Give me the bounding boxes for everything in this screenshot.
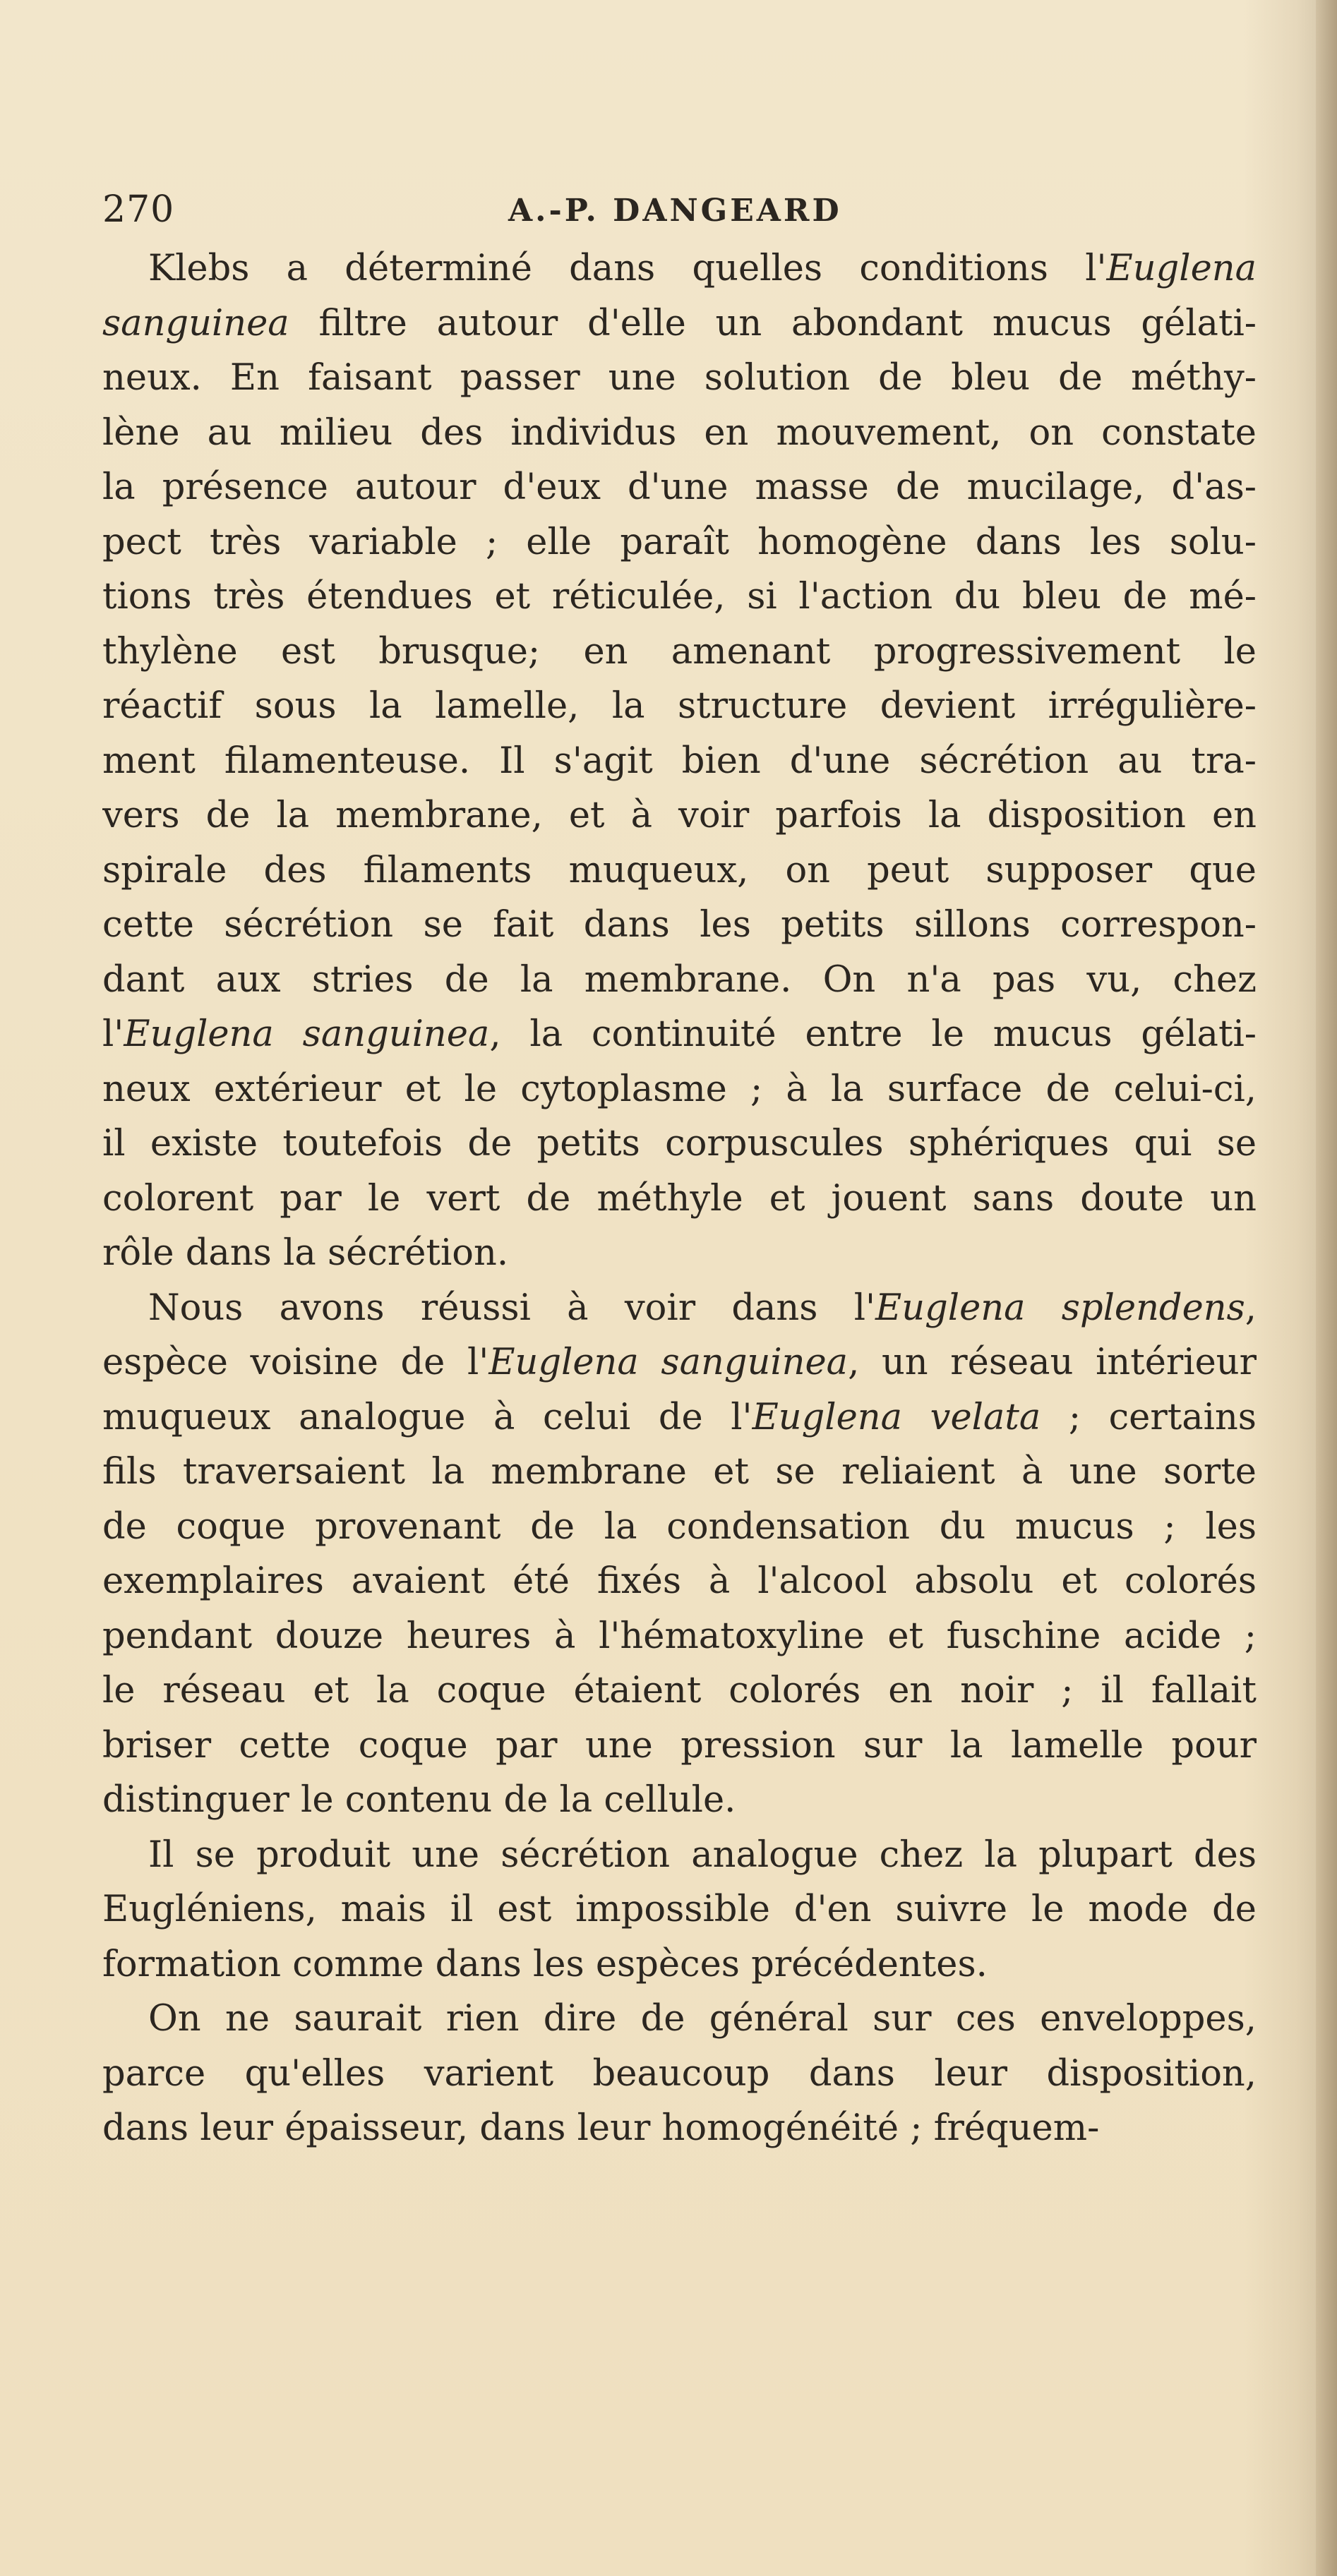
text-line: neux extérieur et le cytoplasme ; à la surface de celui-ci, xyxy=(102,1068,1257,1110)
text-line: pendant douze heures à l'hématoxyline et fuschine acide ; xyxy=(102,1615,1257,1657)
text-line: tions très étendues et réticulée, si l'action du bleu de mé- xyxy=(102,576,1257,618)
text-line: le réseau et la coque étaient colorés en noir ; il fallait xyxy=(102,1670,1257,1711)
text-line: la présence autour d'eux d'une masse de mucilage, d'as- xyxy=(102,467,1257,508)
text-line: Il se produit une sécrétion analogue chez la plupart des xyxy=(148,1834,1257,1876)
text-line: rôle dans la sécrétion. xyxy=(102,1232,509,1274)
species-name: Euglena sanguinea xyxy=(124,1013,490,1055)
text-line: formation comme dans les espèces précédentes. xyxy=(102,1943,988,1985)
running-head xyxy=(102,185,1260,234)
text-line: ment filamenteuse. Il s'agit bien d'une sécrétion au tra- xyxy=(102,740,1257,782)
text-line: fils traversaient la membrane et se reliaient à une sorte xyxy=(102,1451,1257,1493)
text-line: thylène est brusque; en amenant progressivement le xyxy=(102,630,1257,673)
paragraph xyxy=(102,1281,1257,1828)
text-line: pect très variable ; elle paraît homogène dans les solu- xyxy=(102,521,1257,563)
species-name: Euglena splendens xyxy=(875,1287,1245,1329)
species-name: Euglena xyxy=(1106,248,1257,289)
text-line: vers de la membrane, et à voir parfois la disposition en xyxy=(102,795,1257,836)
text-line: l'Euglena sanguinea, la continuité entre le mucus gélati- xyxy=(102,1013,1257,1055)
text-line: réactif sous la lamelle, la structure devient irrégulière- xyxy=(102,685,1257,727)
text-line: dant aux stries de la membrane. On n'a pas vu, chez xyxy=(102,958,1257,1001)
text-line: Klebs a déterminé dans quelles conditions l'Euglena xyxy=(148,248,1257,289)
text-line: il existe toutefois de petits corpuscules sphériques qui se xyxy=(102,1123,1257,1164)
text-line: briser cette coque par une pression sur la lamelle pour xyxy=(102,1724,1257,1767)
page-edge-shadow xyxy=(1316,0,1337,2576)
text-line: dans leur épaisseur, dans leur homogénéité ; fréquem- xyxy=(102,2107,1100,2149)
text-line: exemplaires avaient été fixés à l'alcool absolu et colorés xyxy=(102,1560,1257,1602)
text-line: espèce voisine de l'Euglena sanguinea, un réseau intérieur xyxy=(102,1342,1257,1383)
species-name: Euglena sanguinea xyxy=(488,1342,849,1383)
species-name: Euglena velata xyxy=(752,1396,1041,1438)
text-line: neux. En faisant passer une solution de bleu de méthy- xyxy=(102,357,1257,399)
text-line: On ne saurait rien dire de général sur ces enveloppes, xyxy=(148,1998,1257,2040)
text-line: cette sécrétion se fait dans les petits sillons correspon- xyxy=(102,904,1257,946)
paragraph xyxy=(102,241,1257,1281)
text-line: parce qu'elles varient beaucoup dans leur disposition, xyxy=(102,2052,1257,2095)
paragraph xyxy=(102,1992,1257,2156)
paragraph xyxy=(102,1828,1257,1992)
text-line: distinguer le contenu de la cellule. xyxy=(102,1779,736,1821)
text-line: colorent par le vert de méthyle et jouent sans doute un xyxy=(102,1177,1257,1220)
running-head-author: A.-P. DANGEARD xyxy=(508,193,842,229)
text-line: Nous avons réussi à voir dans l'Euglena splendens, xyxy=(148,1287,1257,1329)
text-line: muqueux analogue à celui de l'Euglena velata ; certains xyxy=(102,1396,1257,1438)
text-line: Eugléniens, mais il est impossible d'en suivre le mode de xyxy=(102,1889,1257,1930)
page-number: 270 xyxy=(102,188,175,231)
text-line: spirale des filaments muqueux, on peut supposer que xyxy=(102,849,1257,891)
text-line: de coque provenant de la condensation du mucus ; les xyxy=(102,1505,1257,1548)
body-text xyxy=(102,241,1257,2156)
text-line: lène au milieu des individus en mouvement, on constate xyxy=(102,411,1257,454)
species-name: sanguinea xyxy=(102,302,289,344)
text-line: sanguinea filtre autour d'elle un abondant mucus gélati- xyxy=(102,302,1257,344)
